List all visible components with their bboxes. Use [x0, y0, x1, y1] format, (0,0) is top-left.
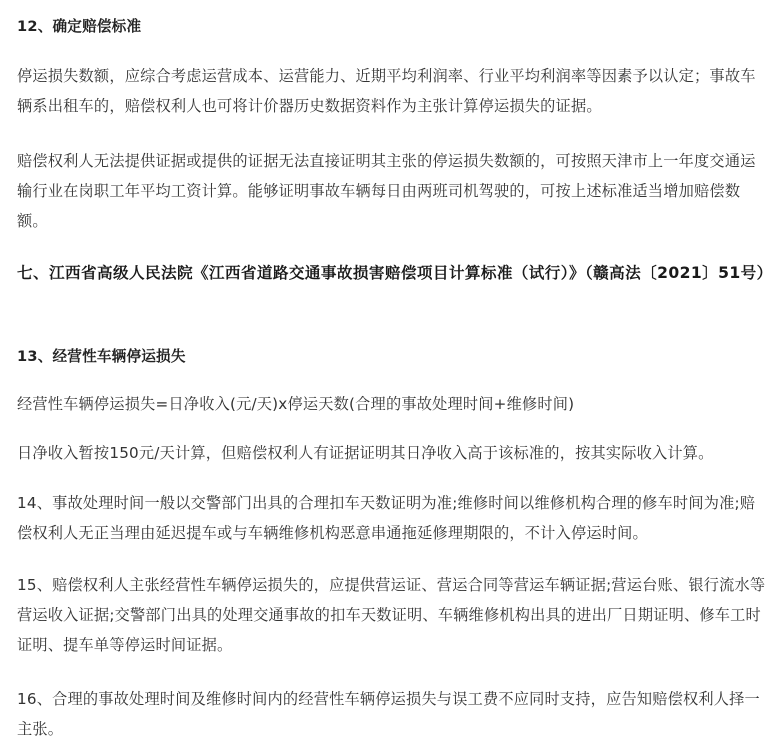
- section-title-jiangxi: 七、江西省高级人民法院《江西省道路交通事故损害赔偿项目计算标准（试行）》（赣高法〔2021〕51号）: [17, 264, 773, 282]
- heading-13: 13、经营性车辆停运损失: [17, 348, 186, 365]
- paragraph-16: 16、合理的事故处理时间及维修时间内的经营性车辆停运损失与误工费不应同时支持，应告知赔偿权利人择一主张。: [17, 690, 760, 738]
- paragraph-no-evidence: 赔偿权利人无法提供证据或提供的证据无法直接证明其主张的停运损失数额的，可按照天津市上一年度交通运输行业在岗职工年平均工资计算。能够证明事故车辆每日由两班司机驾驶的，可按上述标准适当增加赔偿数额。: [17, 152, 756, 230]
- paragraph-15: 15、赔偿权利人主张经营性车辆停运损失的，应提供营运证、营运合同等营运车辆证据;营运台账、银行流水等营运收入证据;交警部门出具的处理交通事故的扣车天数证明、车辆维修机构出具的进出厂日期证明、修车工时证明、提车单等停运时间证据。: [17, 576, 766, 654]
- paragraph-daily-income: 日净收入暂按150元/天计算，但赔偿权利人有证据证明其日净收入高于该标准的，按其实际收入计算。: [17, 444, 714, 462]
- paragraph-14: 14、事故处理时间一般以交警部门出具的合理扣车天数证明为准;维修时间以维修机构合理的修车时间为准;赔偿权利人无正当理由延迟提车或与车辆维修机构恶意串通拖延修理期限的，不计入停运时间。: [17, 494, 756, 542]
- formula-text: 经营性车辆停运损失=日净收入(元/天)x停运天数(合理的事故处理时间+维修时间): [17, 395, 575, 413]
- paragraph-loss-amount: 停运损失数额，应综合考虑运营成本、运营能力、近期平均利润率、行业平均利润率等因素予以认定；事故车辆系出租车的，赔偿权利人也可将计价器历史数据资料作为主张计算停运损失的证据。: [17, 67, 756, 115]
- heading-12: 12、确定赔偿标准: [17, 18, 142, 35]
